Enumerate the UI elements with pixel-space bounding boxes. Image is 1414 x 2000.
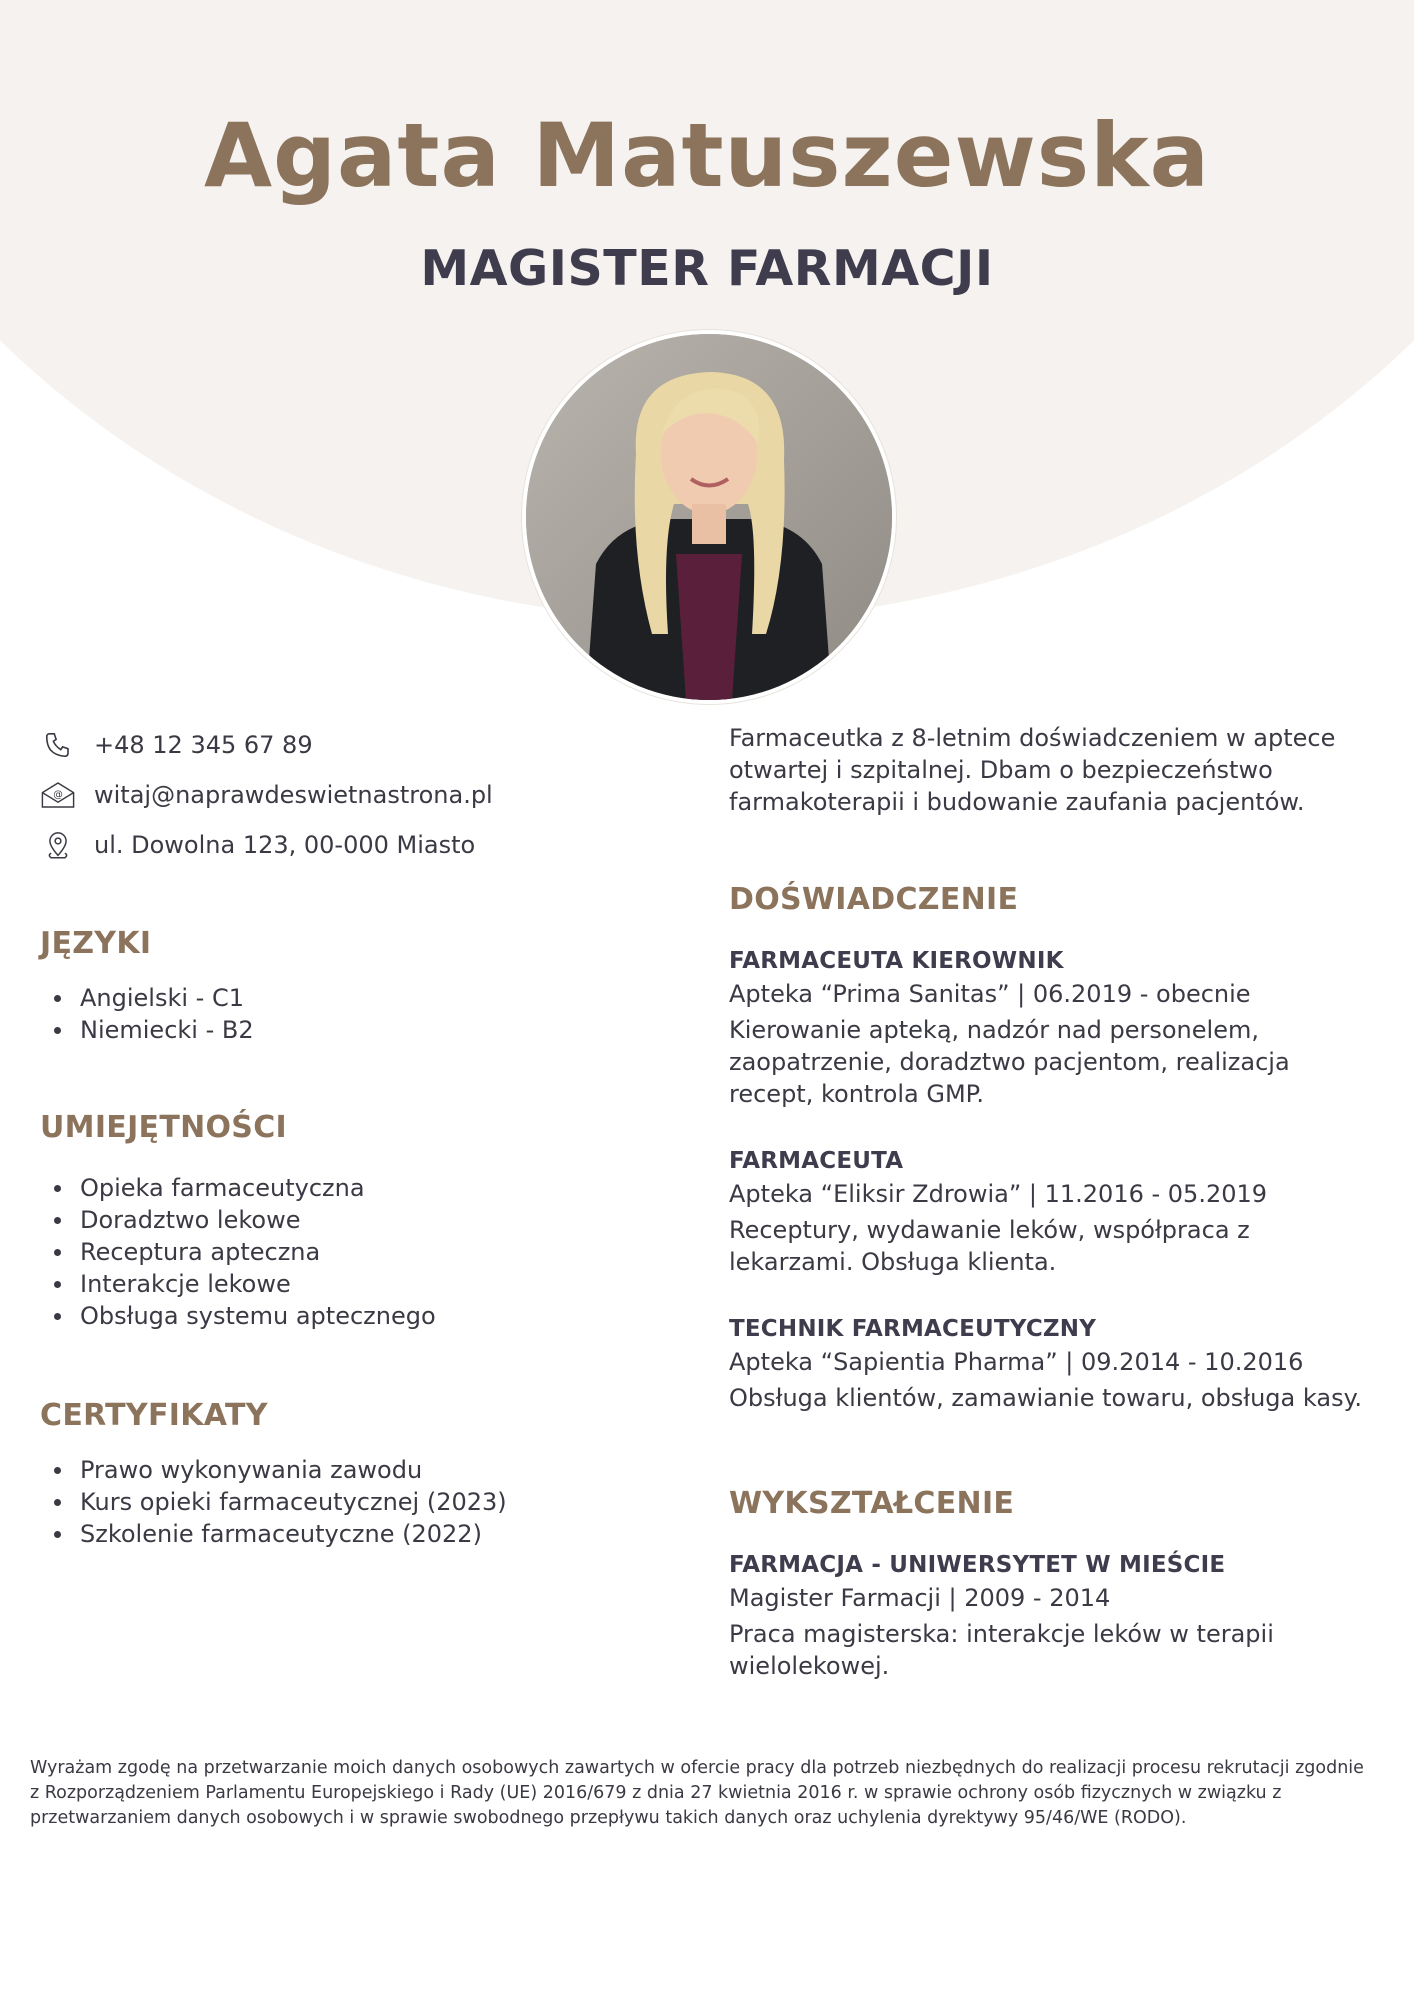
gdpr-consent-clause: Wyrażam zgodę na przetwarzanie moich danych osobowych zawartych w ofercie pracy dla potrzeb niezbędnych do realizacji procesu rekrutacji zgodnie z Rozporządzeniem Parlamentu Europejskiego i Rady (UE) 2016/679 z dnia 27 kwietnia 2016 r. w sprawie ochrony osób fizycznych w związku z przetwarzaniem danych osobowych i w sprawie swobodnego przepływu takich danych oraz uchylenia dyrektywy 95/46/WE (RODO).	[30, 1758, 1364, 1828]
education-entry	[729, 1552, 1379, 1682]
skills-list	[40, 1172, 436, 1332]
list-item: Obsługa systemu aptecznego	[80, 1302, 436, 1330]
list-item: Angielski - C1	[80, 982, 254, 1014]
list-item: Kurs opieki farmaceutycznej (2023)	[80, 1488, 507, 1516]
list-item: Doradztwo lekowe	[80, 1204, 436, 1236]
experience-company-dates: Apteka “Prima Sanitas” | 06.2019 - obecnie	[729, 980, 1251, 1008]
skills-heading: UMIEJĘTNOŚCI	[40, 1110, 287, 1145]
experience-description: Obsługa klientów, zamawianie towaru, obsługa kasy.	[729, 1384, 1362, 1412]
experience-description: Receptury, wydawanie leków, współpraca z lekarzami. Obsługa klienta.	[729, 1216, 1250, 1276]
experience-description: Kierowanie apteką, nadzór nad personelem, zaopatrzenie, doradztwo pacjentom, realizacja recept, kontrola GMP.	[729, 1016, 1290, 1108]
contact-phone	[40, 720, 493, 770]
education-description: Praca magisterska: interakcje leków w terapii wielolekowej.	[729, 1620, 1274, 1680]
location-pin-icon	[40, 829, 76, 861]
experience-position: FARMACEUTA	[729, 1148, 904, 1174]
svg-text:@: @	[53, 789, 63, 801]
contact-info	[40, 720, 493, 870]
experience-company-dates: Apteka “Eliksir Zdrowia” | 11.2016 - 05.2019	[729, 1180, 1268, 1208]
list-item: Szkolenie farmaceutyczne (2022)	[80, 1518, 507, 1550]
profile-summary: Farmaceutka z 8-letnim doświadczeniem w aptece otwartej i szpitalnej. Dbam o bezpieczeństwo farmakoterapii i budowanie zaufania pacjentów.	[729, 724, 1336, 816]
experience-position: TECHNIK FARMACEUTYCZNY	[729, 1316, 1097, 1342]
languages-heading: JĘZYKI	[40, 926, 152, 961]
candidate-name: Agata Matuszewska	[203, 104, 1211, 207]
experience-heading: DOŚWIADCZENIE	[729, 882, 1019, 917]
phone-icon	[40, 729, 76, 761]
languages-list	[40, 982, 254, 1046]
list-item: Receptura apteczna	[80, 1236, 436, 1268]
contact-address	[40, 820, 493, 870]
education-degree: FARMACJA - UNIWERSYTET W MIEŚCIE	[729, 1552, 1226, 1578]
experience-entry	[729, 1148, 1379, 1278]
experience-position: FARMACEUTA KIEROWNIK	[729, 948, 1064, 974]
job-title: MAGISTER FARMACJI	[420, 240, 994, 297]
mail-icon	[40, 779, 76, 811]
address-text: ul. Dowolna 123, 00-000 Miasto	[94, 831, 476, 859]
list-item: Niemiecki - B2	[80, 1016, 254, 1044]
email-address: witaj@naprawdeswietnastrona.pl	[94, 781, 493, 809]
profile-photo	[522, 330, 896, 704]
contact-email	[40, 770, 493, 820]
experience-entry	[729, 948, 1379, 1110]
list-item: Interakcje lekowe	[80, 1268, 436, 1300]
list-item: Opieka farmaceutyczna	[80, 1172, 436, 1204]
certificates-heading: CERTYFIKATY	[40, 1398, 268, 1433]
education-meta: Magister Farmacji | 2009 - 2014	[729, 1584, 1111, 1612]
list-item: Prawo wykonywania zawodu	[80, 1454, 507, 1486]
education-heading: WYKSZTAŁCENIE	[729, 1486, 1015, 1521]
experience-company-dates: Apteka “Sapientia Pharma” | 09.2014 - 10.2016	[729, 1348, 1304, 1376]
phone-number: +48 12 345 67 89	[94, 731, 313, 759]
certificates-list	[40, 1454, 507, 1550]
experience-entry	[729, 1316, 1379, 1414]
